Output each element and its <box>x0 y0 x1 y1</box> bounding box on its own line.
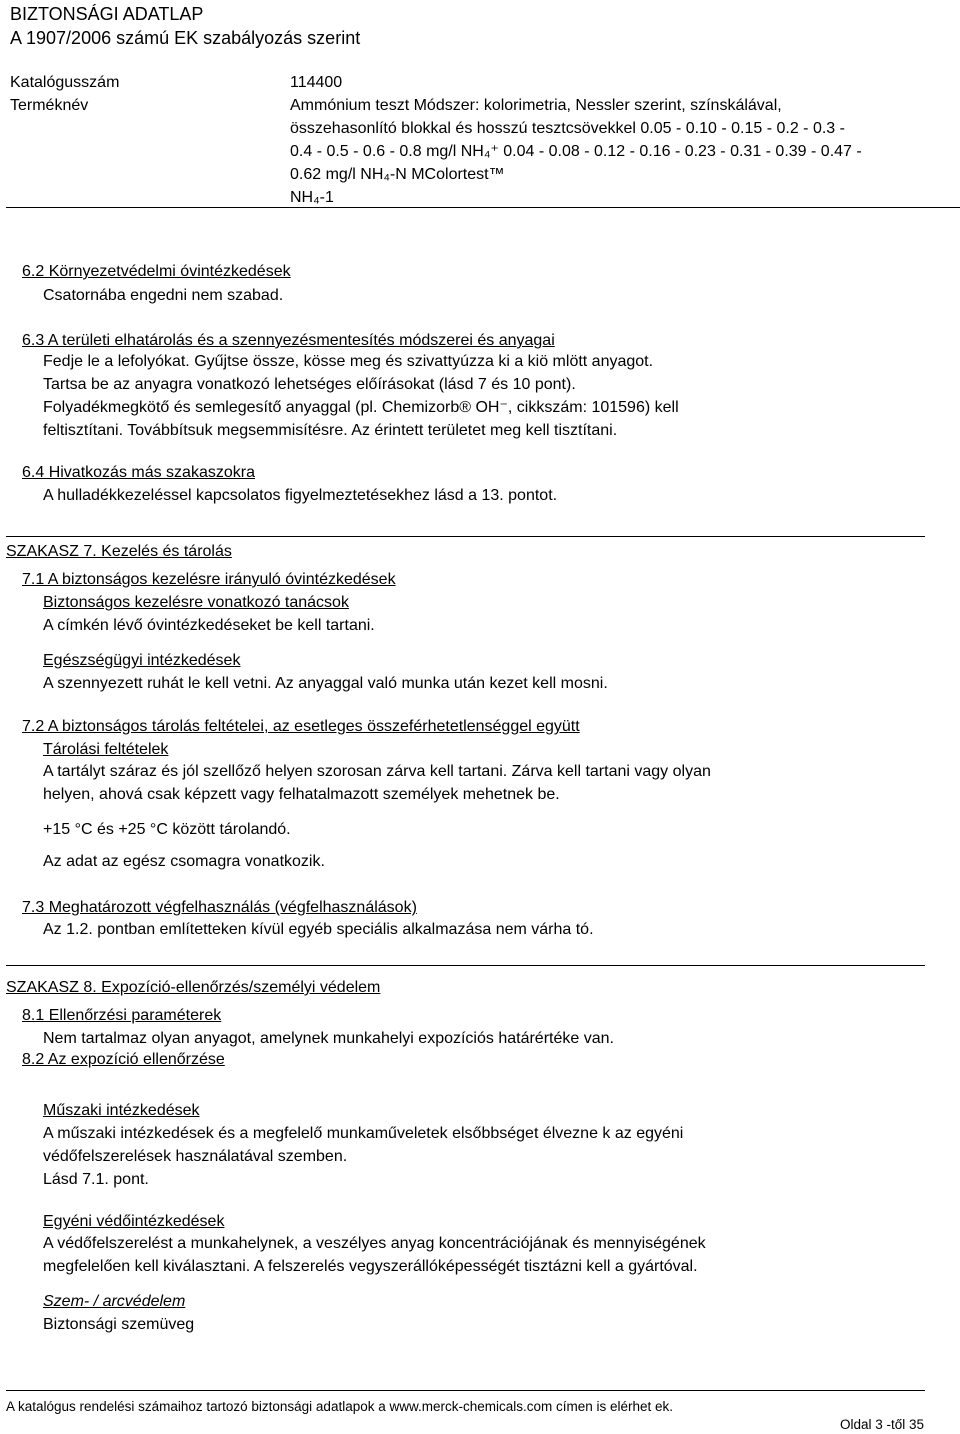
product-line: 0.4 - 0.5 - 0.6 - 0.8 mg/l NH₄⁺ 0.04 - 0.08 - 0.12 - 0.16 - 0.23 - 0.31 - 0.39 - 0.47 - <box>290 143 862 160</box>
product-line: 0.62 mg/l NH₄-N MColortest™ <box>290 166 505 183</box>
section-7-1-heading: 7.1 A biztonságos kezelésre irányuló óvintézkedések <box>22 571 396 588</box>
section-7-3-heading: 7.3 Meghatározott végfelhasználás (végfelhasználások) <box>22 899 417 916</box>
document-subtitle: A 1907/2006 számú EK szabályozás szerint <box>10 28 361 48</box>
product-line: NH₄-1 <box>290 189 334 206</box>
section-6-4-heading: 6.4 Hivatkozás más szakaszokra <box>22 464 255 481</box>
section-7-2-heading: 7.2 A biztonságos tárolás feltételei, az esetleges összeférhetetlenséggel együtt <box>22 718 580 735</box>
section-8-2-heading: 8.2 Az expozíció ellenőrzése <box>22 1051 225 1068</box>
section-8-1-heading: 8.1 Ellenőrzési paraméterek <box>22 1007 222 1024</box>
section-7-1-text-2: A szennyezett ruhát le kell vetni. Az anyaggal való munka után kezet kell mosni. <box>43 675 608 692</box>
section-7-2-text: A tartályt száraz és jól szellőző helyen szorosan zárva kell tartani. Zárva kell tartani vagy olyan helyen, ahová csak képzett vagy felhatalmazott személyek mehetnek be. <box>43 763 711 803</box>
product-line: Ammónium teszt Módszer: kolorimetria, Nessler szerint, színskálával, <box>290 97 782 114</box>
header-divider <box>6 207 960 208</box>
ppe-text: A védőfelszerelést a munkahelynek, a veszélyes anyag koncentrációjának és mennyiségének megfelelően kell kiválasztani. A felszerelés vegyszerállóképességét tisztázni kell a gyártóval. <box>43 1235 706 1275</box>
footer-note: A katalógus rendelési számaihoz tartozó biztonsági adatlapok a www.merck-chemicals.com címen is elérhet ek. <box>6 1399 674 1414</box>
section-7-2-subheading: Tárolási feltételek <box>43 741 169 758</box>
product-name <box>290 94 862 209</box>
section-7-1-text-1: A címkén lévő óvintézkedéseket be kell tartani. <box>43 617 375 634</box>
eye-protection-text: Biztonsági szemüveg <box>43 1316 195 1333</box>
technical-measures-heading: Műszaki intézkedések <box>43 1102 200 1119</box>
section-6-3-heading: 6.3 A területi elhatárolás és a szennyezésmentesítés módszerei és anyagai <box>22 332 555 349</box>
storage-note: Az adat az egész csomagra vonatkozik. <box>43 853 325 870</box>
section-8-1-text: Nem tartalmaz olyan anyagot, amelynek munkahelyi expozíciós határértéke van. <box>43 1030 614 1047</box>
section-7-1-subheading-1: Biztonságos kezelésre vonatkozó tanácsok <box>43 594 349 611</box>
section-6-2-text: Csatornába engedni nem szabad. <box>43 287 284 304</box>
eye-protection-heading: Szem- / arcvédelem <box>43 1293 186 1310</box>
technical-measures-text: A műszaki intézkedések és a megfelelő munkaműveletek elsőbbséget élvezne k az egyéni védőfelszerelések használatával szemben. Lásd 7.1. pont. <box>43 1125 684 1188</box>
product-line: összehasonlító blokkal és hosszú tesztcsövekkel 0.05 - 0.10 - 0.15 - 0.2 - 0.3 - <box>290 120 845 137</box>
storage-temperature: +15 °C és +25 °C között tárolandó. <box>43 821 291 838</box>
page-number: Oldal 3 -től 35 <box>839 1417 924 1432</box>
section-8-heading: SZAKASZ 8. Expozíció-ellenőrzés/személyi védelem <box>6 979 381 996</box>
catalog-value: 114400 <box>290 74 343 91</box>
section-6-2-heading: 6.2 Környezetvédelmi óvintézkedések <box>22 263 291 280</box>
section-7-divider <box>6 536 925 537</box>
product-label: Terméknév <box>10 97 89 114</box>
section-7-1-subheading-2: Egészségügyi intézkedések <box>43 652 241 669</box>
ppe-heading: Egyéni védőintézkedések <box>43 1213 225 1230</box>
section-6-4-text: A hulladékkezeléssel kapcsolatos figyelmeztetésekhez lásd a 13. pontot. <box>43 487 558 504</box>
catalog-label: Katalógusszám <box>10 74 120 91</box>
footer-divider <box>6 1390 925 1391</box>
section-6-3-text: Fedje le a lefolyókat. Gyűjtse össze, kösse meg és szivattyúzza ki a kiö mlött anyagot. Tartsa be az anyagra vonatkozó lehetséges előírásokat (lásd 7 és 10 pont). Folyadékmegkötő és semlegesítő anyaggal (pl. Chemizorb® OH⁻, cikkszám: 101596) kell feltisztítani. Továbbítsuk megsemmisítésre. Az érintett területet meg kell tisztítani. <box>43 353 679 439</box>
section-7-heading: SZAKASZ 7. Kezelés és tárolás <box>6 543 232 560</box>
document-title: BIZTONSÁGI ADATLAP <box>10 4 204 24</box>
section-7-3-text: Az 1.2. pontban említetteken kívül egyéb speciális alkalmazása nem várha tó. <box>43 921 594 938</box>
section-8-divider <box>6 965 925 966</box>
